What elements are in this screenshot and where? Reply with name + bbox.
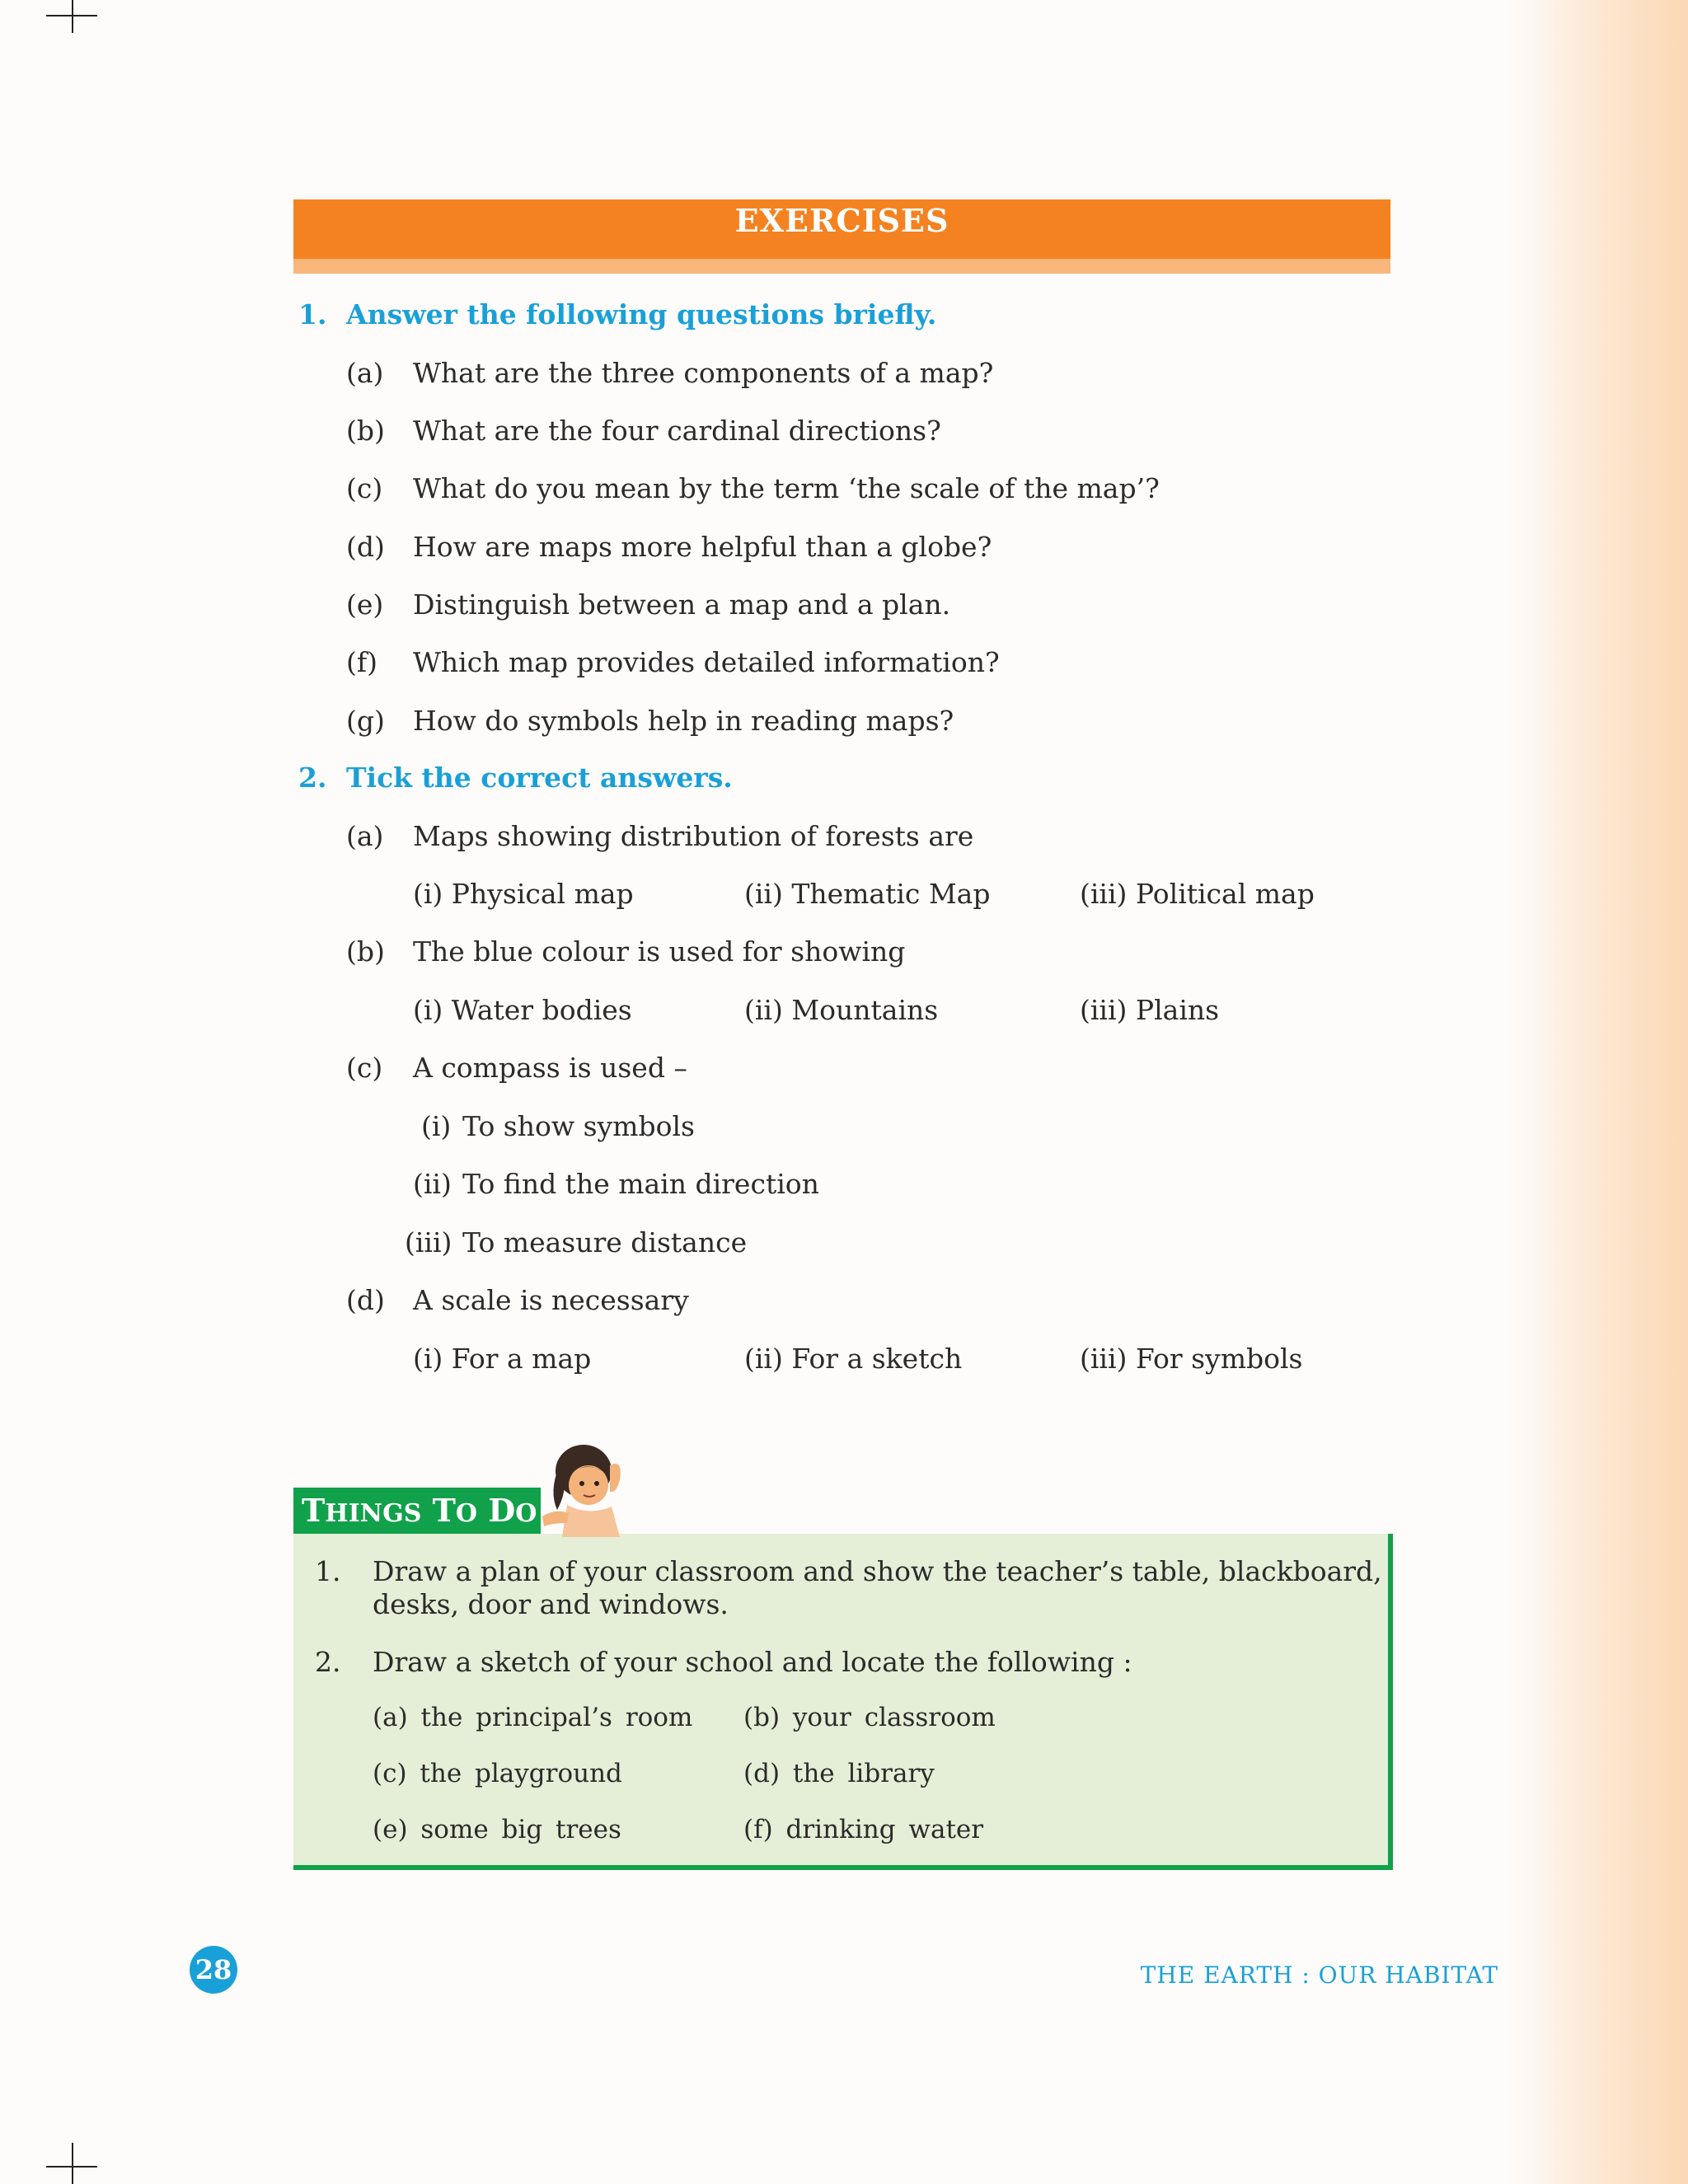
- registration-mark-bottom-v: [72, 2143, 73, 2184]
- q1-item-text: What are the three components of a map?: [413, 357, 994, 389]
- q2-item-text: A compass is used –: [413, 1052, 687, 1084]
- q2-option-text: To find the main direction: [462, 1168, 819, 1200]
- q2-option-number: (iii): [405, 1226, 452, 1258]
- q1-item-text: What do you mean by the term ‘the scale of the map’?: [413, 472, 1160, 504]
- things-to-do-box: [293, 1534, 1393, 1870]
- q2-option: (ii) Thematic Map: [744, 878, 991, 910]
- registration-mark-top-v: [72, 0, 73, 33]
- q2-option: (ii) For a sketch: [744, 1343, 963, 1375]
- ttd-item-text: Draw a plan of your classroom and show the teacher’s table, blackboard,: [373, 1555, 1382, 1587]
- q2-item-label: (a): [346, 820, 384, 852]
- q2-option: (i) Physical map: [413, 878, 634, 910]
- q2-item-text: A scale is necessary: [413, 1284, 689, 1316]
- book-title: THE EARTH : OUR HABITAT: [1140, 1961, 1498, 1989]
- q1-item-label: (c): [346, 472, 383, 504]
- exercises-title: EXERCISES: [734, 202, 950, 239]
- q2-number: 2.: [298, 762, 327, 794]
- q2-option-number: (i): [421, 1110, 452, 1142]
- ttd-item-text: Draw a sketch of your school and locate the following :: [373, 1646, 1132, 1678]
- q2-item-label: (b): [346, 935, 385, 968]
- q1-item-label: (e): [346, 588, 384, 621]
- ttd-item-text: desks, door and windows.: [373, 1588, 729, 1620]
- q2-option: (iii) Plains: [1080, 994, 1220, 1026]
- q2-option: (iii) For symbols: [1080, 1343, 1303, 1375]
- q2-option: (i) For a map: [413, 1343, 592, 1375]
- q2-option: (ii) Mountains: [744, 994, 939, 1026]
- q2-option-number: (ii): [413, 1168, 452, 1200]
- exercises-banner: [293, 199, 1390, 274]
- girl-illustration: [534, 1434, 654, 1537]
- q2-item-text: The blue colour is used for showing: [413, 935, 906, 968]
- q1-item-label: (b): [346, 415, 385, 447]
- q2-option: (iii) Political map: [1080, 878, 1315, 910]
- q2-item-label: (d): [346, 1284, 385, 1316]
- page-edge-shade: [1507, 0, 1688, 2184]
- things-to-do-title: THINGS TO DO: [293, 1488, 541, 1534]
- q2-option-text: To measure distance: [462, 1226, 748, 1258]
- q1-item-text: How do symbols help in reading maps?: [413, 705, 954, 737]
- q1-item-label: (a): [346, 357, 384, 389]
- ttd-subitem: (f) drinking water: [743, 1815, 984, 1844]
- q1-item-label: (d): [346, 531, 385, 563]
- q2-item-text: Maps showing distribution of forests are: [413, 820, 974, 852]
- q1-item-text: Distinguish between a map and a plan.: [413, 588, 951, 621]
- ttd-subitem: (a) the principal’s room: [373, 1703, 693, 1732]
- q2-option: (i) Water bodies: [413, 994, 632, 1026]
- q1-heading: Answer the following questions briefly.: [346, 298, 937, 330]
- q2-item-label: (c): [346, 1052, 383, 1084]
- q2-option-text: To show symbols: [462, 1110, 695, 1142]
- ttd-subitem: (c) the playground: [373, 1759, 622, 1788]
- page-number-badge: 28: [190, 1946, 237, 1994]
- q1-item-text: What are the four cardinal directions?: [413, 415, 941, 447]
- q2-heading: Tick the correct answers.: [346, 762, 733, 794]
- q1-item-label: (f): [346, 646, 377, 678]
- ttd-subitem: (b) your classroom: [743, 1703, 996, 1732]
- ttd-subitem: (d) the library: [743, 1759, 935, 1788]
- q1-item-text: How are maps more helpful than a globe?: [413, 531, 992, 563]
- q1-item-text: Which map provides detailed information?: [413, 646, 1000, 678]
- q1-number: 1.: [298, 298, 327, 330]
- ttd-subitem: (e) some big trees: [373, 1815, 621, 1844]
- ttd-item-number: 1.: [315, 1555, 341, 1587]
- ttd-item-number: 2.: [315, 1646, 341, 1678]
- q1-item-label: (g): [346, 705, 385, 737]
